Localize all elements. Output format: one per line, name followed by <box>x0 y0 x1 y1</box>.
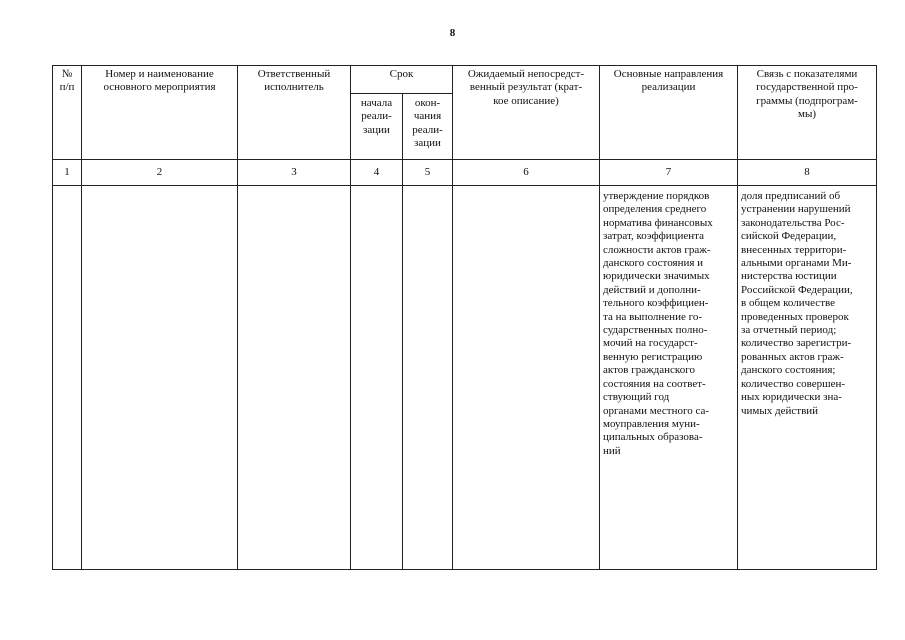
header-responsible: Ответственный исполнитель <box>238 66 351 160</box>
column-numbers-row <box>53 160 877 186</box>
header-start: начала реали- зации <box>351 94 403 160</box>
header-main-directions: Основные направления реализации <box>600 66 738 160</box>
header-indicators-link: Связь с показателями государственной про- граммы (подпрограм- мы) <box>738 66 877 160</box>
cell-end <box>403 186 453 570</box>
cell-activity-name <box>82 186 238 570</box>
column-number: 6 <box>453 160 600 186</box>
header-number: № п/п <box>53 66 82 160</box>
column-number: 1 <box>53 160 82 186</box>
column-number: 2 <box>82 160 238 186</box>
column-number: 5 <box>403 160 453 186</box>
cell-indicators-link: доля предписаний об устранении нарушений законодательства Рос- сийской Федерации, внесенных территори- альными органами Ми- нистерства юстиции Российской Федерации, в общем количестве проведенных проверок за отчетный период; количество зарегистри- рованных актов граж- данского состояния; количество совершен- ных юридически зна- чимых действий <box>738 186 877 570</box>
cell-responsible <box>238 186 351 570</box>
column-number: 4 <box>351 160 403 186</box>
header-expected-result: Ожидаемый непосредст- венный результат (крат- кое описание) <box>453 66 600 160</box>
activities-table <box>52 65 877 570</box>
header-end: окон- чания реали- зации <box>403 94 453 160</box>
header-term: Срок <box>351 66 453 94</box>
column-number: 3 <box>238 160 351 186</box>
header-activity-name: Номер и наименование основного мероприятия <box>82 66 238 160</box>
column-number: 7 <box>600 160 738 186</box>
page-number: 8 <box>449 27 456 39</box>
column-number: 8 <box>738 160 877 186</box>
cell-start <box>351 186 403 570</box>
cell-number <box>53 186 82 570</box>
table-row <box>53 186 877 570</box>
cell-expected-result <box>453 186 600 570</box>
cell-main-directions: утверждение порядков определения среднего норматива финансовых затрат, коэффициента сложности актов граж- данского состояния и юридически значимых действий и дополни- тельного коэффициен- та на выполнение го- сударственных полно- мочий на государст- венную регистрацию актов гражданского состояния на соответ- ствующий год органами местного са- моуправления муни- ципальных образова- ний <box>600 186 738 570</box>
